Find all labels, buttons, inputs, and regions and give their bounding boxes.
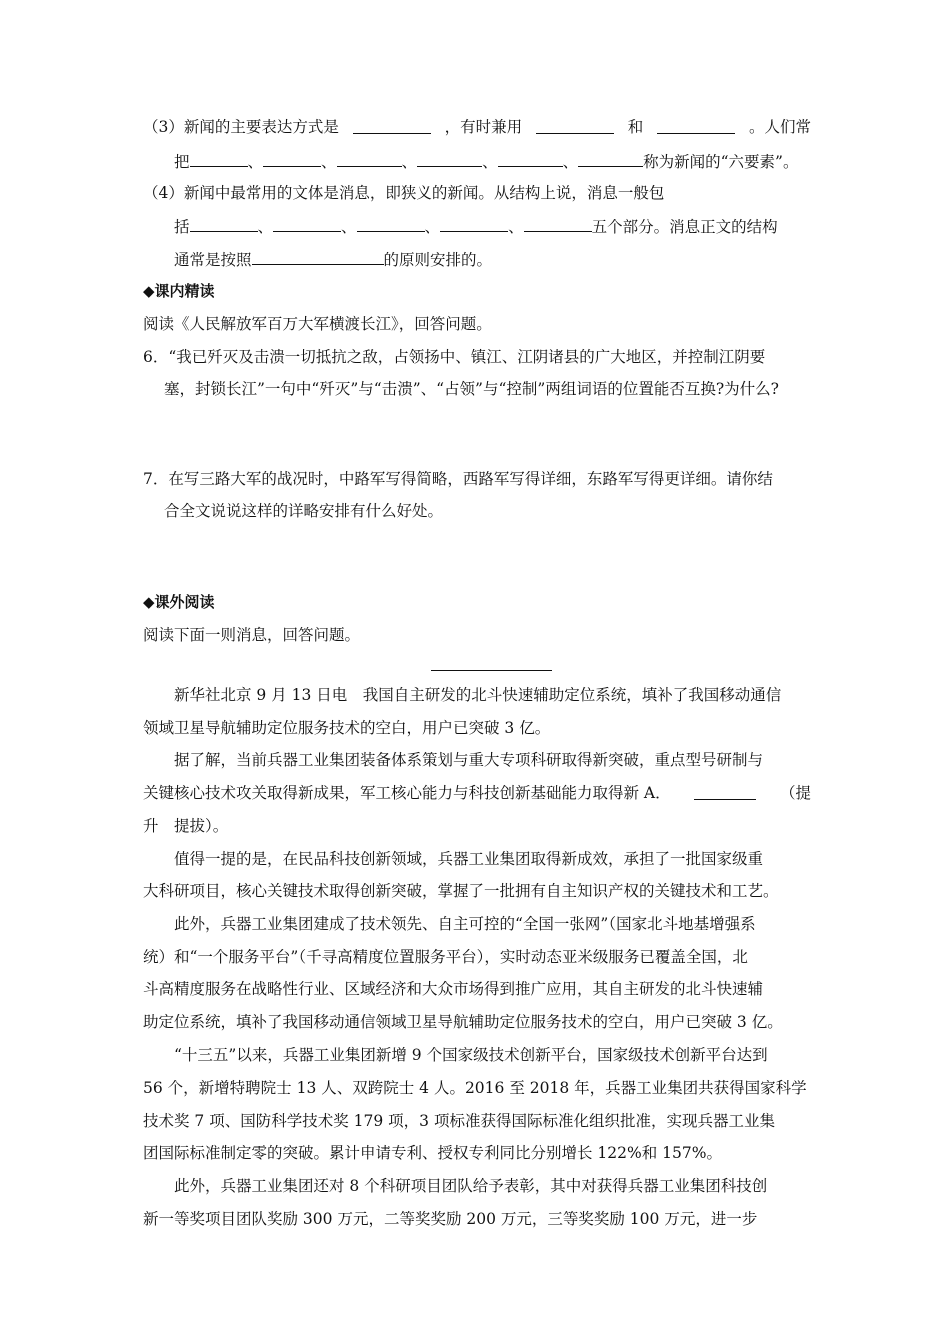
q4-blank-part-4[interactable] xyxy=(440,215,508,232)
article-text: 值得一提的是，在民品科技创新领域，兵器工业集团取得新成效，承担了一批国家级重 xyxy=(174,850,764,868)
separator: 、 xyxy=(341,218,357,236)
q4-blank-part-2[interactable] xyxy=(273,215,341,232)
q4-text-1: （4）新闻中最常用的文体是消息，即狭义的新闻。从结构上说，消息一般包 xyxy=(143,184,665,202)
separator: 、 xyxy=(508,218,524,236)
q6-text-1: 6．“我已歼灭及击溃一切抵抗之敌，占领扬中、镇江、江阴诸县的广大地区，并控制江阴要 xyxy=(143,348,766,366)
article-p5-line-4: 团国际标准制定零的突破。累计申请专利、授权专利同比分别增长 122%和 157%。 xyxy=(143,1144,722,1162)
q3-text-b: ，有时兼用 xyxy=(444,118,523,136)
q3-blank-element-6[interactable] xyxy=(578,150,643,167)
q4-line-2 xyxy=(174,215,778,237)
article-text: 关键核心技术攻关取得新成果，军工核心能力与科技创新基础能力取得新 A． xyxy=(143,784,671,802)
article-blank-a[interactable] xyxy=(694,783,756,800)
q3-blank-also-1[interactable] xyxy=(536,117,614,134)
q4-text-cb: 的原则安排的。 xyxy=(383,251,493,269)
article-p4-line-3 xyxy=(143,979,811,999)
article-text: “十三五”以来，兵器工业集团新增 9 个国家级技术创新平台，国家级技术创新平台达到 xyxy=(174,1046,768,1064)
q3-text-a: （3）新闻的主要表达方式是 xyxy=(143,118,339,136)
q3-line-1 xyxy=(143,117,811,137)
separator: 、 xyxy=(424,218,441,236)
article-p6-line-1 xyxy=(174,1176,811,1196)
article-p5-line-3 xyxy=(143,1111,811,1131)
article-p4-line-4: 助定位系统，填补了我国移动通信领域卫星导航辅助定位服务技术的空白，用户已突破 3 亿。 xyxy=(143,1013,783,1031)
article-text: 据了解，当前兵器工业集团装备体系策划与重大专项科研取得新突破，重点型号研制与 xyxy=(174,751,764,769)
q7-line-2: 合全文说说这样的详略安排有什么好处。 xyxy=(164,502,444,520)
q3-blank-expression[interactable] xyxy=(353,117,431,134)
q3-text-end: 称为新闻的“六要素”。 xyxy=(643,153,799,171)
q4-line-1 xyxy=(143,183,811,203)
q3-blank-also-2[interactable] xyxy=(657,117,735,134)
q6-line-2: 塞，封锁长江”一句中“歼灭”与“击溃”、“占领”与“控制”两组词语的位置能否互换?为什么? xyxy=(164,380,779,398)
article-p2-line-3: 升 提拔）。 xyxy=(143,817,229,835)
q3-text-ba: 把 xyxy=(174,153,190,171)
q4-text-ca: 通常是按照 xyxy=(174,251,252,269)
q4-text-end: 五个部分。消息正文的结构 xyxy=(591,218,778,236)
article-text: 此外，兵器工业集团还对 8 个科研项目团队给予表彰，其中对获得兵器工业集团科技创 xyxy=(174,1177,768,1195)
separator: 、 xyxy=(247,153,264,171)
q4-blank-part-3[interactable] xyxy=(357,215,425,232)
article-p5-line-1 xyxy=(174,1045,811,1065)
q7-text-1: 7．在写三路大军的战况时，中路军写得简略，西路军写得详细，东路军写得更详细。请你结 xyxy=(143,470,773,488)
q3-blank-element-4[interactable] xyxy=(417,150,482,167)
separator: 、 xyxy=(401,153,418,171)
article-text: 新一等奖项目团队奖励 300 万元，二等奖奖励 200 万元，三等奖奖励 100 万元，进一步 xyxy=(143,1210,758,1228)
q4-blank-part-1[interactable] xyxy=(190,215,258,232)
separator: 、 xyxy=(562,153,579,171)
q4-blank-principle[interactable] xyxy=(252,248,384,265)
article-p1-line-1 xyxy=(174,685,811,705)
separator: 、 xyxy=(321,153,337,171)
article-text: 统）和“一个服务平台”（千寻高精度位置服务平台），实时动态亚米级服务已覆盖全国，北 xyxy=(143,948,748,966)
article-text: 技术奖 7 项、国防科学技术奖 179 项，3 项标准获得国际标准化组织批准，实现兵器工业集 xyxy=(143,1112,775,1130)
article-p6-line-2 xyxy=(143,1209,811,1229)
article-p2-line-1 xyxy=(174,750,811,770)
separator: 、 xyxy=(482,153,498,171)
article-p5-line-2 xyxy=(143,1078,811,1098)
q4-line-3 xyxy=(174,248,492,270)
article-title-blank[interactable] xyxy=(431,670,552,671)
separator: 、 xyxy=(257,218,274,236)
q3-blank-element-1[interactable] xyxy=(190,150,248,167)
article-p2-line-2 xyxy=(143,783,811,803)
article-text: 56 个，新增特聘院士 13 人、双跨院士 4 人。2016 至 2018 年，兵器工业集团共获得国家科学 xyxy=(143,1079,807,1097)
q3-text-d: 。人们常 xyxy=(748,118,811,136)
q4-text-ba: 括 xyxy=(174,218,190,236)
q7-line-1 xyxy=(143,469,811,489)
article-p4-line-1 xyxy=(174,914,811,934)
q3-blank-element-2[interactable] xyxy=(263,150,321,167)
section-heading-inner: ◆课内精读 xyxy=(143,282,215,300)
q3-blank-element-3[interactable] xyxy=(337,150,402,167)
article-p1-line-2: 领域卫星导航辅助定位服务技术的空白，用户已突破 3 亿。 xyxy=(143,719,551,737)
article-text: 斗高精度服务在战略性行业、区域经济和大众市场得到推广应用，其自主研发的北斗快速辅 xyxy=(143,980,764,998)
q4-blank-part-5[interactable] xyxy=(524,215,592,232)
article-p3-line-1 xyxy=(174,849,811,869)
q3-blank-element-5[interactable] xyxy=(498,150,563,167)
section-intro-inner: 阅读《人民解放军百万大军横渡长江》，回答问题。 xyxy=(143,315,492,333)
q3-line-2 xyxy=(174,150,798,172)
q3-text-c: 和 xyxy=(627,118,644,136)
article-p4-line-2 xyxy=(143,947,811,967)
article-p3-line-2: 大科研项目，核心关键技术取得创新突破，掌握了一批拥有自主知识产权的关键技术和工艺。 xyxy=(143,882,779,900)
article-text: （提 xyxy=(779,784,811,802)
article-text: 新华社北京 9 月 13 日电 我国自主研发的北斗快速辅助定位系统，填补了我国移动通信 xyxy=(174,686,782,704)
article-text: 此外，兵器工业集团建成了技术领先、自主可控的“全国一张网”（国家北斗地基增强系 xyxy=(174,915,756,933)
section-heading-outer: ◆课外阅读 xyxy=(143,593,215,611)
q6-line-1 xyxy=(143,347,811,367)
section-intro-outer: 阅读下面一则消息，回答问题。 xyxy=(143,626,361,644)
